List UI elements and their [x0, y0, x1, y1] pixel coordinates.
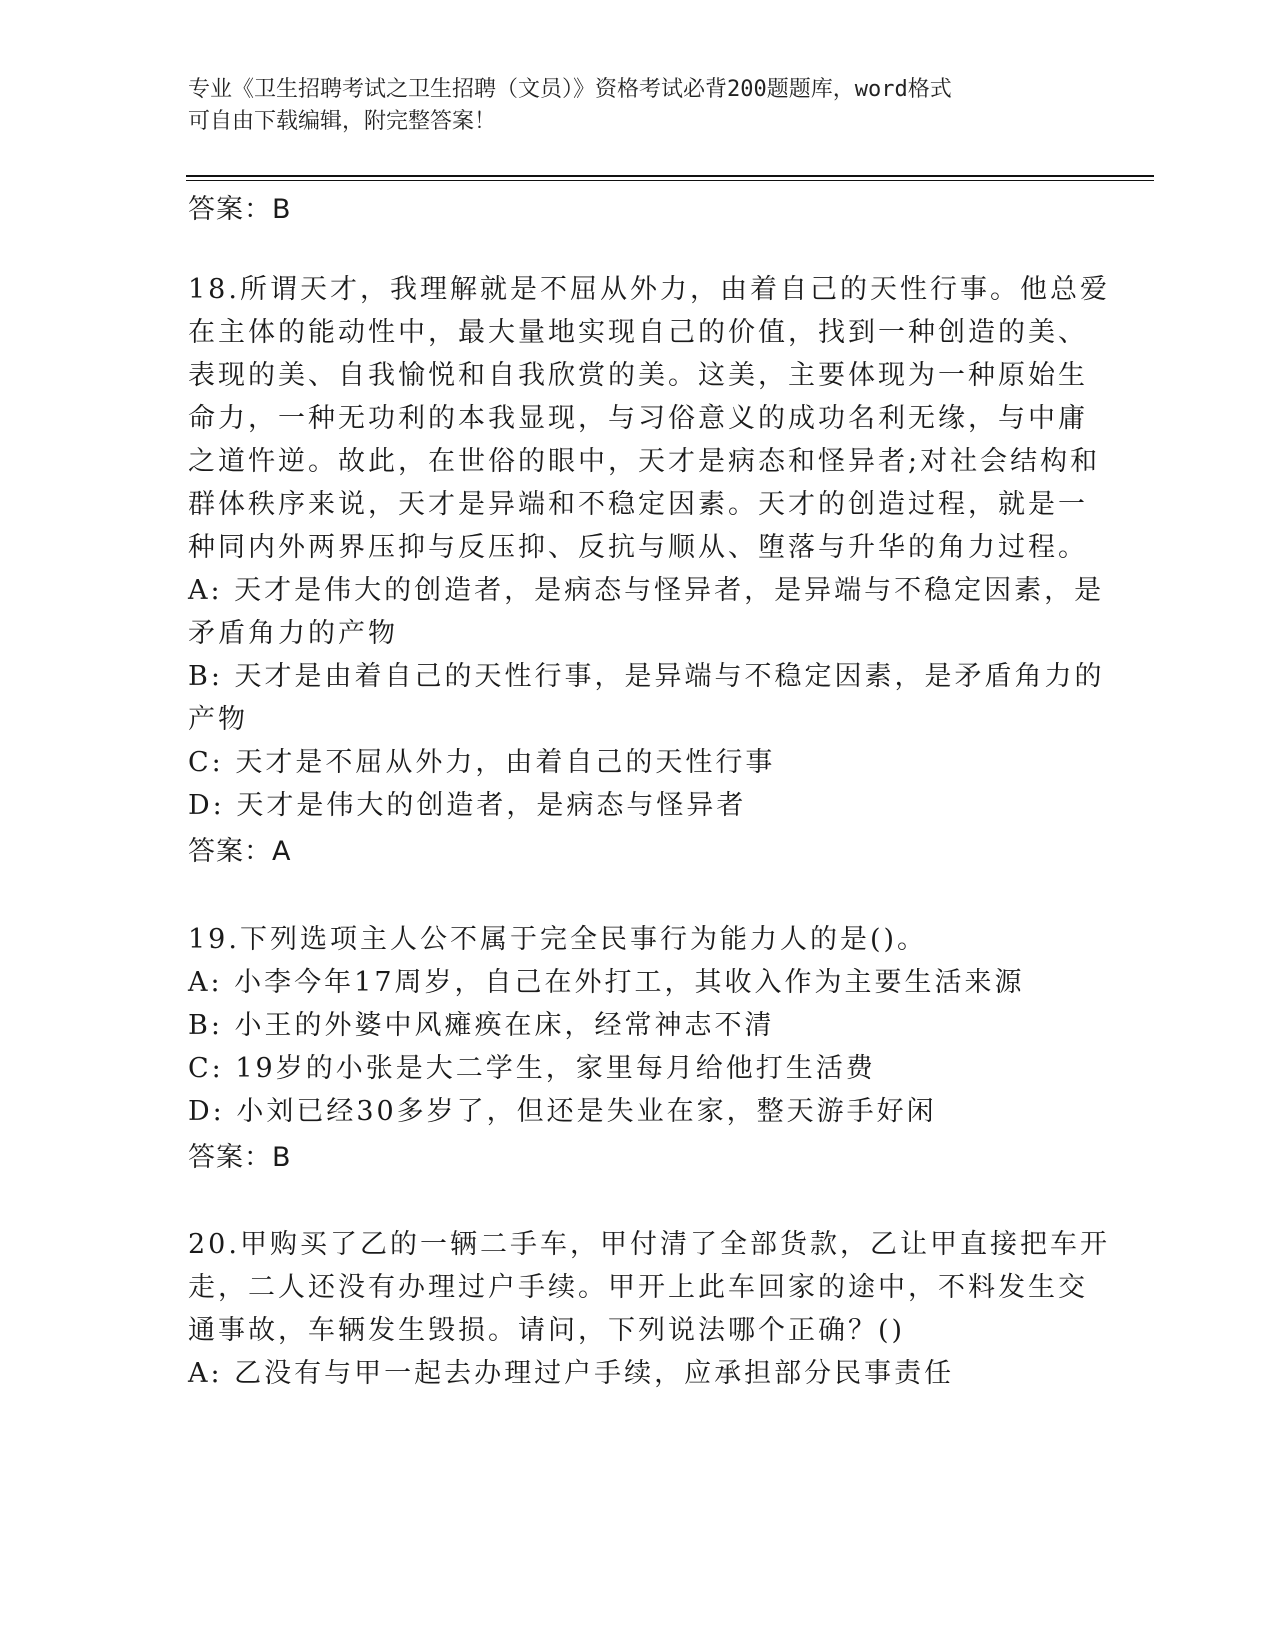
answer-prev: 答案：B [188, 194, 292, 225]
q18-answer: 答案：A [188, 836, 292, 867]
q18-stem-line: 18.所谓天才，我理解就是不屈从外力，由着自己的天性行事。他总爱 [188, 274, 1110, 305]
q18-option-d: D: 天才是伟大的创造者，是病态与怪异者 [188, 790, 747, 821]
header-line-2: 可自由下载编辑，附完整答案！ [188, 109, 497, 134]
q18-stem-line: 种同内外两界压抑与反压抑、反抗与顺从、堕落与升华的角力过程。 [188, 532, 1088, 563]
q19-option-a: A: 小李今年17周岁，自己在外打工，其收入作为主要生活来源 [188, 967, 1025, 998]
q19-option-d: D: 小刘已经30多岁了，但还是失业在家，整天游手好闲 [188, 1096, 937, 1127]
q18-stem-line: 之道忤逆。故此，在世俗的眼中，天才是病态和怪异者;对社会结构和 [188, 446, 1101, 477]
q18-option-b-cont: 产物 [188, 704, 248, 735]
header-rule-thick [186, 175, 1154, 177]
q20-stem-line: 通事故，车辆发生毁损。请问，下列说法哪个正确？() [188, 1315, 906, 1346]
q18-stem-line: 命力，一种无功利的本我显现，与习俗意义的成功名利无缘，与中庸 [188, 403, 1088, 434]
q18-option-b: B: 天才是由着自己的天性行事，是异端与不稳定因素，是矛盾角力的 [188, 661, 1105, 692]
q20-stem-line: 走，二人还没有办理过户手续。甲开上此车回家的途中，不料发生交 [188, 1272, 1088, 1303]
header-line-1: 专业《卫生招聘考试之卫生招聘（文员）》资格考试必背200题题库，word格式 [188, 77, 952, 102]
q18-stem-line: 表现的美、自我愉悦和自我欣赏的美。这美，主要体现为一种原始生 [188, 360, 1088, 391]
q18-option-a-cont: 矛盾角力的产物 [188, 618, 398, 649]
q18-option-a: A: 天才是伟大的创造者，是病态与怪异者，是异端与不稳定因素，是 [188, 575, 1105, 606]
q19-option-c: C: 19岁的小张是大二学生，家里每月给他打生活费 [188, 1053, 876, 1084]
q18-option-c: C: 天才是不屈从外力，由着自己的天性行事 [188, 747, 776, 778]
q20-option-a: A: 乙没有与甲一起去办理过户手续，应承担部分民事责任 [188, 1358, 955, 1389]
q18-stem-line: 在主体的能动性中，最大量地实现自己的价值，找到一种创造的美、 [188, 317, 1088, 348]
document-header [188, 74, 1068, 138]
q18-stem-line: 群体秩序来说，天才是异端和不稳定因素。天才的创造过程，就是一 [188, 489, 1088, 520]
q19-stem: 19.下列选项主人公不属于完全民事行为能力人的是()。 [188, 924, 928, 955]
q20-stem-line: 20.甲购买了乙的一辆二手车，甲付清了全部货款，乙让甲直接把车开 [188, 1229, 1110, 1260]
header-rule-thin [186, 180, 1154, 181]
q19-answer: 答案：B [188, 1142, 292, 1173]
q19-option-b: B: 小王的外婆中风瘫痪在床，经常神志不清 [188, 1010, 775, 1041]
